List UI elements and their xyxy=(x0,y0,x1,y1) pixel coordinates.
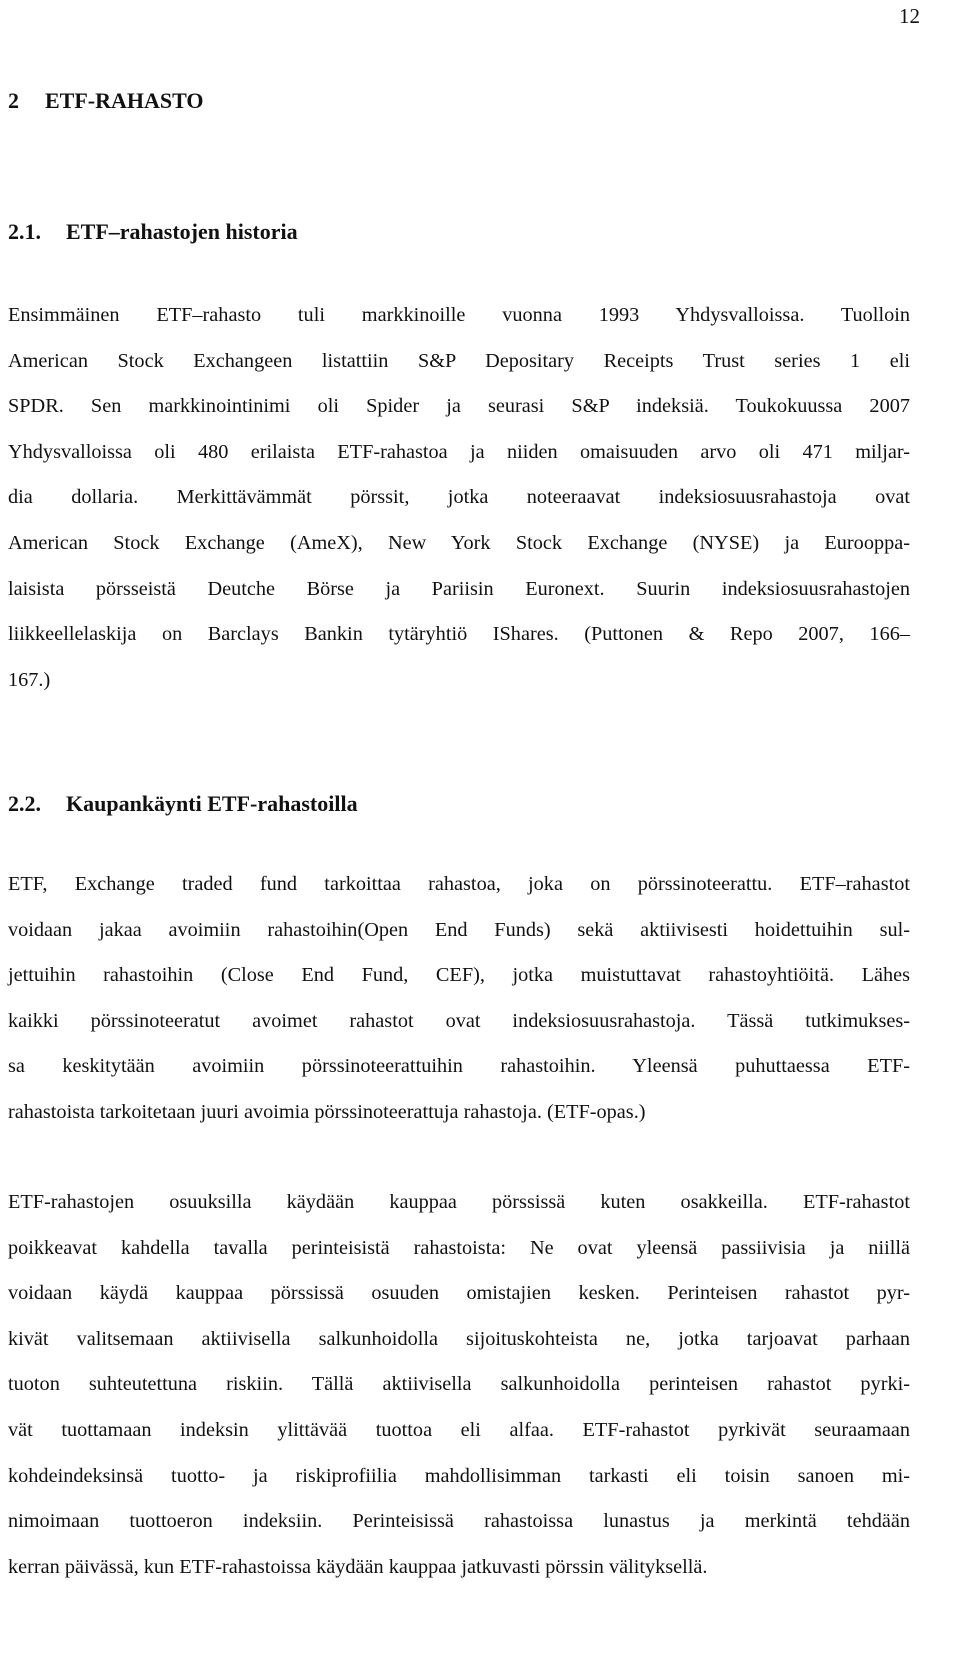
section-heading-trading xyxy=(8,789,358,819)
text-line: rahastoista tarkoitetaan juuri avoimia pörssinoteerattuja rahastoja. (ETF-opas.) xyxy=(8,1100,646,1123)
text-line: jettuihin rahastoihin (Close End Fund, CEF), jotka muistuttavat rahastoyhtiöitä. Lähes xyxy=(8,964,910,987)
text-line: nimoimaan tuottoeron indeksiin. Perinteisissä rahastoissa lunastus ja merkintä tehdään xyxy=(8,1510,910,1533)
section-heading-history xyxy=(8,217,298,247)
section-number: 2.2. xyxy=(8,791,41,816)
text-line: ETF-rahastojen osuuksilla käydään kauppaa pörssissä kuten osakkeilla. ETF-rahastot xyxy=(8,1191,910,1213)
text-line: voidaan jakaa avoimiin rahastoihin(Open End Funds) sekä aktiivisesti hoidettuihin sul- xyxy=(8,918,910,941)
section-title: Kaupankäynti ETF-rahastoilla xyxy=(66,791,358,816)
page-number: 12 xyxy=(899,4,920,28)
text-line: tuoton suhteutettuna riskiin. Tällä aktiivisella salkunhoidolla perinteisen rahastot pyrki- xyxy=(8,1373,910,1396)
text-line: kaikki pörssinoteeratut avoimet rahastot ovat indeksiosuusrahastoja. Tässä tutkimukses- xyxy=(8,1009,910,1032)
text-line: SPDR. Sen markkinointinimi oli Spider ja seurasi S&P indeksiä. Toukokuussa 2007 xyxy=(8,395,910,418)
history-paragraph xyxy=(8,293,910,703)
text-line: 167.) xyxy=(8,668,51,691)
chapter-title: ETF-RAHASTO xyxy=(45,88,204,113)
trading-paragraph-2 xyxy=(8,1180,910,1590)
text-line: vät tuottamaan indeksin ylittävää tuottoa eli alfaa. ETF-rahastot pyrkivät seuraamaan xyxy=(8,1418,910,1441)
section-title: ETF–rahastojen historia xyxy=(66,219,298,244)
text-line: kerran päivässä, kun ETF-rahastoissa käydään kauppaa jatkuvasti pörssin välityksellä. xyxy=(8,1555,708,1578)
text-line: poikkeavat kahdella tavalla perinteisistä rahastoista: Ne ovat yleensä passiivisia ja niillä xyxy=(8,1236,910,1259)
text-line: sa keskitytään avoimiin pörssinoteerattuihin rahastoihin. Yleensä puhuttaessa ETF- xyxy=(8,1055,910,1078)
chapter-heading xyxy=(8,86,204,116)
trading-paragraph-1 xyxy=(8,862,910,1136)
text-line: laisista pörsseistä Deutche Börse ja Pariisin Euronext. Suurin indeksiosuusrahastojen xyxy=(8,577,910,600)
text-line: American Stock Exchange (AmeX), New York Stock Exchange (NYSE) ja Eurooppa- xyxy=(8,531,910,554)
chapter-number: 2 xyxy=(8,88,19,113)
text-line: kivät valitsemaan aktiivisella salkunhoidolla sijoituskohteista ne, jotka tarjoavat parhaan xyxy=(8,1327,910,1350)
text-line: dia dollaria. Merkittävämmät pörssit, jotka noteeraavat indeksiosuusrahastoja ovat xyxy=(8,486,910,509)
text-line: Ensimmäinen ETF–rahasto tuli markkinoille vuonna 1993 Yhdysvalloissa. Tuolloin xyxy=(8,304,910,326)
text-line: voidaan käydä kauppaa pörssissä osuuden omistajien kesken. Perinteisen rahastot pyr- xyxy=(8,1282,910,1305)
text-line: liikkeellelaskija on Barclays Bankin tytäryhtiö IShares. (Puttonen & Repo 2007, 166– xyxy=(8,623,910,646)
text-line: Yhdysvalloissa oli 480 erilaista ETF-rahastoa ja niiden omaisuuden arvo oli 471 miljar- xyxy=(8,440,910,463)
section-number: 2.1. xyxy=(8,219,41,244)
text-line: ETF, Exchange traded fund tarkoittaa rahastoa, joka on pörssinoteerattu. ETF–rahastot xyxy=(8,873,910,895)
text-line: American Stock Exchangeen listattiin S&P Depositary Receipts Trust series 1 eli xyxy=(8,349,910,372)
text-line: kohdeindeksinsä tuotto- ja riskiprofiilia mahdollisimman tarkasti eli toisin sanoen mi- xyxy=(8,1464,910,1487)
